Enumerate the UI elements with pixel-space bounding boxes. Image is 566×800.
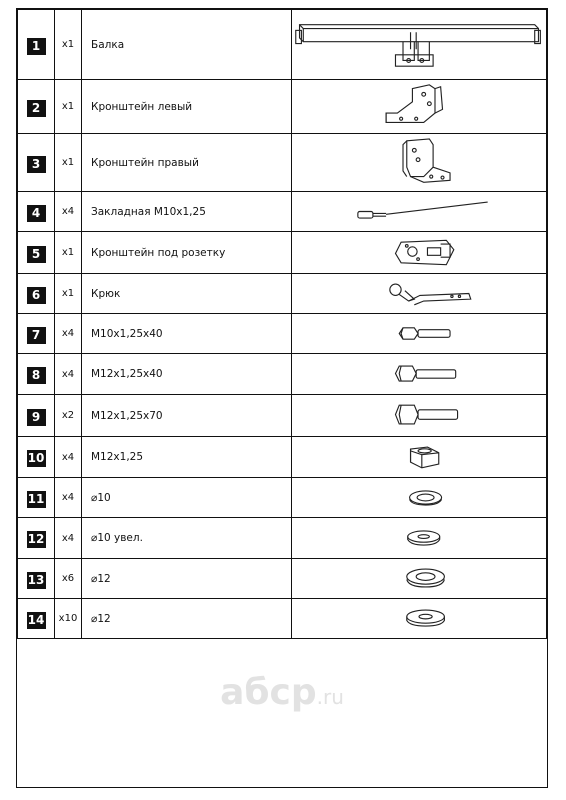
item-number-cell bbox=[18, 80, 55, 134]
item-number-badge: 7 bbox=[27, 327, 46, 344]
item-picture-cell bbox=[292, 10, 547, 80]
item-number-badge: 4 bbox=[27, 205, 46, 222]
item-quantity: x1 bbox=[55, 10, 82, 80]
item-name: Кронштейн правый bbox=[82, 134, 292, 192]
item-name: ⌀12 bbox=[82, 599, 292, 639]
item-quantity: x4 bbox=[55, 314, 82, 354]
item-name: ⌀10 bbox=[82, 478, 292, 518]
item-picture-cell bbox=[292, 354, 547, 395]
item-name: Кронштейн левый bbox=[82, 80, 292, 134]
item-name: Балка bbox=[82, 10, 292, 80]
item-picture-cell bbox=[292, 518, 547, 559]
table-row bbox=[18, 599, 547, 639]
item-picture-cell bbox=[292, 599, 547, 639]
table-row bbox=[18, 478, 547, 518]
item-picture-cell bbox=[292, 134, 547, 192]
item-name: М12х1,25 bbox=[82, 437, 292, 478]
watermark-logo bbox=[17, 672, 547, 713]
item-quantity: x2 bbox=[55, 395, 82, 437]
item-number-badge: 11 bbox=[27, 491, 45, 506]
item-quantity: x6 bbox=[55, 559, 82, 599]
table-row bbox=[18, 10, 547, 80]
item-quantity: x4 bbox=[55, 518, 82, 559]
item-picture-cell bbox=[292, 314, 547, 354]
watermark-logo-text: aбcp bbox=[220, 672, 317, 713]
item-number-cell bbox=[18, 478, 55, 518]
footer-area bbox=[17, 638, 547, 787]
table-row bbox=[18, 80, 547, 134]
item-number-cell bbox=[18, 134, 55, 192]
table-row bbox=[18, 274, 547, 314]
item-number-cell bbox=[18, 192, 55, 232]
table-row bbox=[18, 395, 547, 437]
item-number-cell bbox=[18, 354, 55, 395]
item-number-badge: 12 bbox=[27, 532, 45, 546]
item-number-cell bbox=[18, 274, 55, 314]
item-name: М12х1,25х40 bbox=[82, 354, 292, 395]
item-number-badge: 5 bbox=[27, 246, 46, 263]
item-quantity: x4 bbox=[55, 437, 82, 478]
item-name: Закладная М10х1,25 bbox=[82, 192, 292, 232]
table-row bbox=[18, 354, 547, 395]
item-name: М12х1,25х70 bbox=[82, 395, 292, 437]
item-picture-cell bbox=[292, 192, 547, 232]
item-picture-cell bbox=[292, 559, 547, 599]
item-number-badge: 13 bbox=[27, 572, 45, 587]
item-number-badge: 1 bbox=[27, 38, 46, 55]
item-number-cell bbox=[18, 10, 55, 80]
table-row bbox=[18, 437, 547, 478]
item-quantity: x1 bbox=[55, 134, 82, 192]
item-number-cell bbox=[18, 232, 55, 274]
item-number-cell bbox=[18, 599, 55, 639]
item-name: Кронштейн под розетку bbox=[82, 232, 292, 274]
table-row bbox=[18, 192, 547, 232]
table-row bbox=[18, 518, 547, 559]
item-picture-cell bbox=[292, 232, 547, 274]
item-name: ⌀12 bbox=[82, 559, 292, 599]
item-picture-cell bbox=[292, 478, 547, 518]
item-number-cell bbox=[18, 559, 55, 599]
table-row bbox=[18, 559, 547, 599]
parts-table bbox=[17, 9, 547, 639]
watermark-logo-tld: .ru bbox=[316, 685, 344, 709]
item-quantity: x4 bbox=[55, 478, 82, 518]
table-row bbox=[18, 232, 547, 274]
item-number-badge: 10 bbox=[27, 451, 45, 465]
item-quantity: x4 bbox=[55, 192, 82, 232]
item-number-cell bbox=[18, 314, 55, 354]
item-quantity: x1 bbox=[55, 274, 82, 314]
item-picture-cell bbox=[292, 80, 547, 134]
item-number-cell bbox=[18, 518, 55, 559]
table-row bbox=[18, 134, 547, 192]
item-name: М10х1,25х40 bbox=[82, 314, 292, 354]
item-quantity: x1 bbox=[55, 80, 82, 134]
item-number-badge: 3 bbox=[27, 156, 46, 173]
item-name: ⌀10 увел. bbox=[82, 518, 292, 559]
item-number-badge: 9 bbox=[27, 409, 46, 426]
item-number-badge: 14 bbox=[27, 612, 45, 627]
item-quantity: x4 bbox=[55, 354, 82, 395]
item-picture-cell bbox=[292, 274, 547, 314]
table-row bbox=[18, 314, 547, 354]
item-picture-cell bbox=[292, 395, 547, 437]
item-quantity: x1 bbox=[55, 232, 82, 274]
item-number-cell bbox=[18, 437, 55, 478]
item-name: Крюк bbox=[82, 274, 292, 314]
item-number-badge: 8 bbox=[27, 367, 46, 384]
item-picture-cell bbox=[292, 437, 547, 478]
item-number-badge: 6 bbox=[27, 287, 46, 304]
item-number-cell bbox=[18, 395, 55, 437]
item-number-badge: 2 bbox=[27, 100, 46, 117]
parts-sheet bbox=[16, 8, 548, 788]
item-quantity: x10 bbox=[55, 599, 82, 639]
